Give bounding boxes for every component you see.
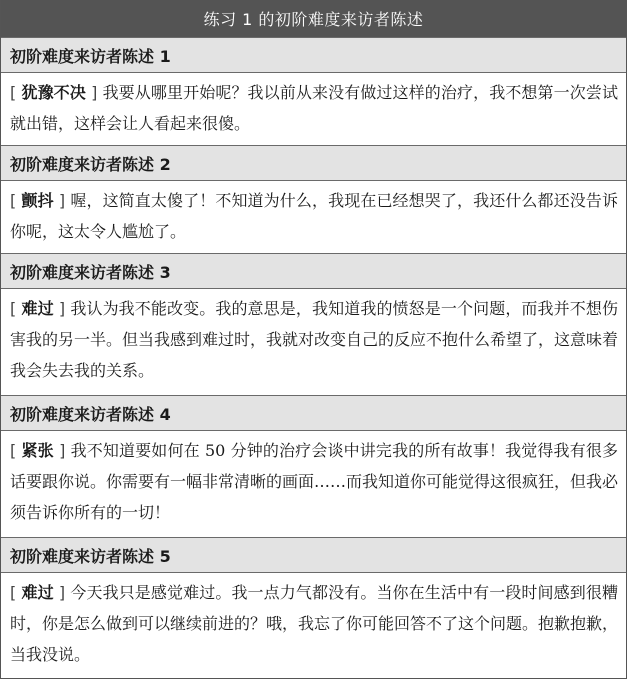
statement-text: 我不知道要如何在 50 分钟的治疗会谈中讲完我的所有故事！我觉得我有很多话要跟你说。你需要有一幅非常清晰的画面……而我知道你可能觉得这很疯狂，但我必须告诉你所有的一切！ [10, 441, 619, 522]
close-bracket: ] [58, 583, 66, 602]
statement-body-5 [1, 573, 626, 679]
statement-header-5: 初阶难度来访者陈述 5 [1, 537, 626, 573]
table-title: 练习 1 的初阶难度来访者陈述 [1, 0, 626, 37]
emotion-tag: 犹豫不决 [21, 83, 86, 102]
statement-header-1: 初阶难度来访者陈述 1 [1, 37, 626, 73]
statement-text: 喔，这简直太傻了！不知道为什么，我现在已经想哭了，我还什么都还没告诉你呢，这太令人尴尬了。 [10, 191, 618, 241]
statement-body-4 [1, 431, 626, 537]
statement-text: 今天我只是感觉难过。我一点力气都没有。当你在生活中有一段时间感到很糟时，你是怎么做到可以继续前进的？哦，我忘了你可能回答不了这个问题。抱歉抱歉，当我没说。 [10, 583, 619, 664]
statement-body-2 [1, 181, 626, 253]
close-bracket: ] [59, 441, 66, 460]
open-bracket: [ [10, 441, 17, 460]
statement-body-1 [1, 73, 626, 145]
statement-body-3 [1, 289, 626, 395]
statement-header-2: 初阶难度来访者陈述 2 [1, 145, 626, 181]
emotion-tag: 颤抖 [21, 191, 54, 210]
close-bracket: ] [58, 191, 66, 210]
close-bracket: ] [91, 83, 98, 102]
statement-header-4: 初阶难度来访者陈述 4 [1, 395, 626, 431]
open-bracket: [ [10, 191, 17, 210]
emotion-tag: 难过 [21, 299, 54, 318]
emotion-tag: 紧张 [21, 441, 54, 460]
open-bracket: [ [10, 583, 17, 602]
open-bracket: [ [10, 83, 17, 102]
statement-text: 我认为我不能改变。我的意思是，我知道我的愤怒是一个问题，而我并不想伤害我的另一半。但当我感到难过时，我就对改变自己的反应不抱什么希望了，这意味着我会失去我的关系。 [10, 299, 619, 380]
emotion-tag: 难过 [21, 583, 54, 602]
open-bracket: [ [10, 299, 17, 318]
statement-text: 我要从哪里开始呢？我以前从来没有做过这样的治疗，我不想第一次尝试就出错，这样会让人看起来很傻。 [10, 83, 618, 133]
statement-header-3: 初阶难度来访者陈述 3 [1, 253, 626, 289]
close-bracket: ] [58, 299, 66, 318]
